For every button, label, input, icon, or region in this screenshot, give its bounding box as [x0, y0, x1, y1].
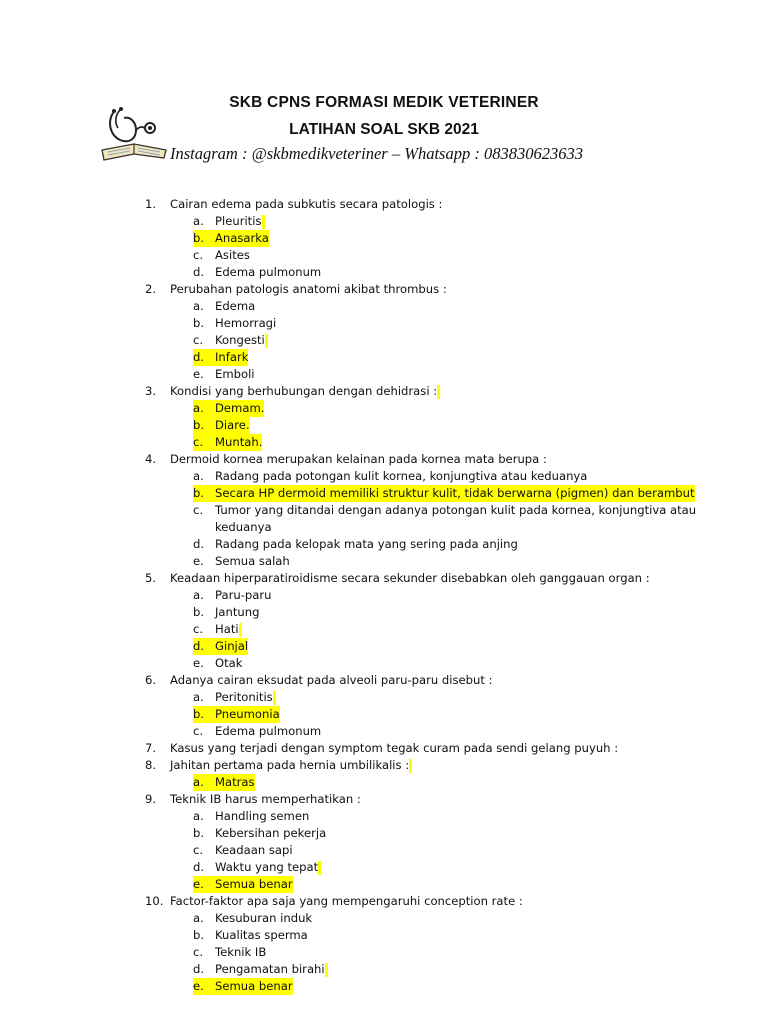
- highlight-marker: [262, 215, 265, 229]
- option-row: [0, 502, 768, 519]
- option-label: d.: [193, 962, 205, 976]
- option-label: d.: [193, 537, 205, 551]
- option-row: [0, 978, 768, 995]
- option-text: Semua benar: [215, 877, 293, 891]
- option-text: Edema: [215, 299, 256, 313]
- option-text: Hati: [215, 621, 242, 638]
- option-text: Edema pulmonum: [215, 724, 322, 738]
- option-row: [0, 689, 768, 706]
- option-label: a.: [193, 690, 204, 704]
- option-row: [0, 944, 768, 961]
- question-row: [0, 383, 768, 400]
- option-row: [0, 230, 768, 247]
- option-label: c.: [193, 945, 204, 959]
- contact-line: Instagram : @skbmedikveteriner – Whatsapp : 083830623633: [170, 144, 583, 163]
- option-text: Radang pada kelopak mata yang sering pada anjing: [215, 537, 518, 551]
- option-label: a.: [193, 911, 204, 925]
- question-text: Keadaan hiperparatiroidisme secara sekunder disebabkan oleh ganggauan organ :: [170, 571, 650, 585]
- question-text: Kondisi yang berhubungan dengan dehidrasi :: [170, 383, 440, 400]
- option-row: [0, 349, 768, 366]
- option-row: [0, 655, 768, 672]
- question-row: [0, 791, 768, 808]
- option-text: Kesuburan induk: [215, 911, 313, 925]
- option-row: [0, 910, 768, 927]
- question-row: [0, 893, 768, 910]
- option-text: Radang pada potongan kulit kornea, konjungtiva atau keduanya: [215, 469, 588, 483]
- question-row: [0, 570, 768, 587]
- option-label: a.: [193, 299, 204, 313]
- question-text: Adanya cairan eksudat pada alveoli paru-paru disebut :: [170, 673, 493, 687]
- option-label: e.: [193, 656, 204, 670]
- option-row: [0, 842, 768, 859]
- option-row: [0, 485, 768, 502]
- option-text: Demam.: [215, 401, 265, 415]
- question-number: 1.: [145, 197, 157, 211]
- question-number: 8.: [145, 758, 157, 772]
- option-row: [0, 604, 768, 621]
- option-row: [0, 213, 768, 230]
- option-label: c.: [193, 434, 215, 451]
- option-text-continuation: keduanya: [215, 520, 272, 534]
- option-row: [0, 638, 768, 655]
- question-text: Factor-faktor apa saja yang mempengaruhi conception rate :: [170, 894, 523, 908]
- option-row: [0, 859, 768, 876]
- option-row: [0, 434, 768, 451]
- question-row: [0, 672, 768, 689]
- option-text: Diare.: [215, 418, 250, 432]
- question-row: [0, 196, 768, 213]
- option-row: [0, 468, 768, 485]
- option-text: Pleuritis: [215, 213, 265, 230]
- option-label: e.: [193, 367, 204, 381]
- highlight-marker: [325, 963, 328, 977]
- option-text: Muntah.: [215, 435, 263, 449]
- highlight-marker: [409, 759, 412, 773]
- option-text: Semua benar: [215, 979, 293, 993]
- question-text: Jahitan pertama pada hernia umbilikalis :: [170, 757, 412, 774]
- option-label: b.: [193, 928, 205, 942]
- option-row: [0, 366, 768, 383]
- option-text: Peritonitis: [215, 689, 276, 706]
- option-row: [0, 706, 768, 723]
- option-text: Pengamatan birahi: [215, 961, 328, 978]
- option-row: [0, 332, 768, 349]
- option-text: Paru-paru: [215, 588, 272, 602]
- option-row: [0, 553, 768, 570]
- question-number: 4.: [145, 452, 157, 466]
- option-row: [0, 264, 768, 281]
- option-label: d.: [193, 860, 205, 874]
- option-label: b.: [193, 605, 205, 619]
- option-label: a.: [193, 214, 204, 228]
- option-label: c.: [193, 248, 204, 262]
- option-label: e.: [193, 554, 204, 568]
- option-text: Kebersihan pekerja: [215, 826, 327, 840]
- highlight-marker: [437, 385, 440, 399]
- option-label: a.: [193, 809, 204, 823]
- option-label: b.: [193, 316, 205, 330]
- option-label: b.: [193, 485, 216, 502]
- option-label: d.: [193, 638, 216, 655]
- question-list: [0, 196, 768, 995]
- question-row: [0, 451, 768, 468]
- option-row: [0, 774, 768, 791]
- option-text: Hemorragi: [215, 316, 277, 330]
- highlight-marker: [318, 861, 321, 875]
- option-row: [0, 723, 768, 740]
- option-text: Ginjal: [215, 639, 249, 653]
- option-label: b.: [193, 417, 216, 434]
- question-row: [0, 740, 768, 757]
- document-title: SKB CPNS FORMASI MEDIK VETERINER: [229, 94, 539, 111]
- question-number: 3.: [145, 384, 157, 398]
- question-text: Dermoid kornea merupakan kelainan pada kornea mata berupa :: [170, 452, 547, 466]
- highlight-marker: [265, 334, 268, 348]
- option-text: Anasarka: [215, 231, 269, 245]
- question-number: 2.: [145, 282, 157, 296]
- question-text: Perubahan patologis anatomi akibat thrombus :: [170, 282, 447, 296]
- question-number: 10.: [145, 894, 164, 908]
- question-text: Teknik IB harus memperhatikan :: [170, 792, 361, 806]
- question-row: [0, 281, 768, 298]
- document-subtitle: LATIHAN SOAL SKB 2021: [289, 121, 479, 138]
- option-text: Teknik IB: [215, 945, 267, 959]
- question-number: 9.: [145, 792, 157, 806]
- option-text: Matras: [215, 775, 255, 789]
- option-label: c.: [193, 724, 204, 738]
- option-label: b.: [193, 826, 205, 840]
- option-text: Emboli: [215, 367, 255, 381]
- question-number: 6.: [145, 673, 157, 687]
- option-row: [0, 876, 768, 893]
- option-text: Keadaan sapi: [215, 843, 293, 857]
- option-text: Secara HP dermoid memiliki struktur kulit, tidak berwarna (pigmen) dan berambut: [215, 486, 695, 500]
- option-row: [0, 247, 768, 264]
- option-text: Edema pulmonum: [215, 265, 322, 279]
- question-number: 7.: [145, 741, 157, 755]
- question-text: Cairan edema pada subkutis secara patologis :: [170, 197, 443, 211]
- option-row: [0, 808, 768, 825]
- question-text: Kasus yang terjadi dengan symptom tegak curam pada sendi gelang puyuh :: [170, 741, 619, 755]
- option-label: b.: [193, 706, 216, 723]
- option-text: Waktu yang tepat: [215, 859, 321, 876]
- option-row: [0, 587, 768, 604]
- option-label: d.: [193, 349, 216, 366]
- option-continuation-row: [0, 519, 768, 536]
- option-row: [0, 536, 768, 553]
- option-row: [0, 825, 768, 842]
- option-row: [0, 621, 768, 638]
- option-text: Jantung: [215, 605, 260, 619]
- option-label: a.: [193, 400, 216, 417]
- option-row: [0, 298, 768, 315]
- option-text: Handling semen: [215, 809, 310, 823]
- option-text: Asites: [215, 248, 250, 262]
- highlight-marker: [273, 691, 276, 705]
- option-label: c.: [193, 333, 204, 347]
- option-text: Semua salah: [215, 554, 290, 568]
- option-label: e.: [193, 876, 216, 893]
- option-row: [0, 400, 768, 417]
- question-number: 5.: [145, 571, 157, 585]
- option-text: Infark: [215, 350, 249, 364]
- option-row: [0, 315, 768, 332]
- option-text: Kongesti: [215, 332, 268, 349]
- option-label: c.: [193, 503, 204, 517]
- option-label: b.: [193, 230, 216, 247]
- option-text: Kualitas sperma: [215, 928, 308, 942]
- option-row: [0, 927, 768, 944]
- question-row: [0, 757, 768, 774]
- option-label: c.: [193, 843, 204, 857]
- option-label: a.: [193, 774, 216, 791]
- option-label: c.: [193, 622, 204, 636]
- option-label: e.: [193, 978, 216, 995]
- option-label: a.: [193, 469, 204, 483]
- highlight-marker: [239, 623, 242, 637]
- option-text: Pneumonia: [215, 707, 280, 721]
- option-text: Tumor yang ditandai dengan adanya potongan kulit pada kornea, konjungtiva atau: [215, 503, 697, 517]
- option-label: a.: [193, 588, 204, 602]
- option-row: [0, 417, 768, 434]
- option-text: Otak: [215, 656, 243, 670]
- option-label: d.: [193, 265, 205, 279]
- option-row: [0, 961, 768, 978]
